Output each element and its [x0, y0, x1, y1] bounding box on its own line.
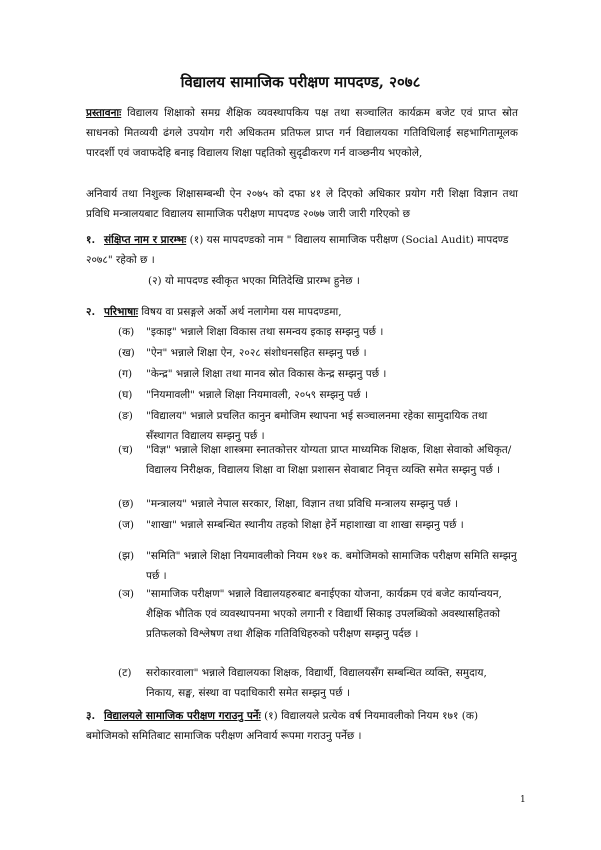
- item-text: "शाखा" भन्नाले सम्बन्धित स्थानीय तहको शिक्षा हेर्ने महाशाखा वा शाखा सम्झनु पर्छ ।: [146, 519, 464, 531]
- section-text: (१) विद्यालयले प्रत्येक वर्ष नियमावलीको नियम १७१ (क) बमोजिमको समितिबाट सामाजिक परीक्षण अनिवार्य रूपमा गराउनु पर्नेछ ।: [86, 710, 479, 742]
- definition-item: [118, 515, 518, 535]
- preamble-text: विद्यालय शिक्षाको समग्र शैक्षिक व्यवस्थापकिय पक्ष तथा सञ्चालित कार्यक्रम बजेट एवं प्राप्त स्रोत साधनको मितव्ययी ढंगले उपयोग गरी अधिकतम प्रतिफल प्राप्त गर्न विद्यालयका गतिविधिलाई सहभागितामूलक पारदर्शी एवं जवाफदेहि बनाइ विद्यालय शिक्षा पद्दतिको सुदृढीकरण गर्न वाञ्छनीय भएकोले,: [86, 107, 518, 159]
- definition-item: [118, 364, 518, 384]
- page-number: 1: [520, 795, 526, 805]
- item-text: "मन्त्रालय" भन्नाले नेपाल सरकार, शिक्षा, विज्ञान तथा प्रविधि मन्त्रालय सम्झनु पर्छ ।: [146, 498, 459, 510]
- item-text: "समिति" भन्नाले शिक्षा नियमावलीको नियम १७१ क. बमोजिमको सामाजिक परीक्षण समिति सम्झनु पर्छ ।: [146, 550, 517, 582]
- section-3: [86, 706, 518, 746]
- item-label: (घ): [118, 389, 133, 401]
- item-label: (ङ): [118, 410, 133, 422]
- definition-item: [118, 322, 518, 342]
- item-text: "विज्ञ" भन्नाले शिक्षा शास्त्रमा स्नातकोत्तर योग्यता प्राप्त माध्यमिक शिक्षक, शिक्षा सेवाको अधिकृत/विद्यालय निरीक्षक, विद्यालय शिक्षा वा शिक्षा प्रशासन सेवाबाट निवृत्त व्यक्ति समेत सम्झनु पर्छ ।: [146, 444, 512, 476]
- definition-item: [118, 440, 518, 480]
- item-label: (क): [118, 326, 135, 338]
- item-label: (झ): [118, 550, 135, 562]
- definition-item: [118, 663, 518, 703]
- section-number: १.: [86, 234, 96, 246]
- item-text: "नियमावली" भन्नाले शिक्षा नियमावली, २०५९ सम्झनु पर्छ ।: [146, 389, 368, 401]
- preamble-paragraph-2: अनिवार्य तथा निशुल्क शिक्षासम्बन्धी ऐन २०७५ को दफा ४१ ले दिएको अधिकार प्रयोग गरी शिक्षा विज्ञान तथा प्रविधि मन्त्रालयबाट विद्यालय सामाजिक परीक्षण मापदण्ड २०७७ जारी जारी गरिएको छ: [86, 188, 518, 220]
- section-number: ३.: [86, 710, 96, 722]
- section-heading: विद्यालयले सामाजिक परीक्षण गराउनु पर्नेः: [104, 710, 261, 722]
- section-intro: विषय वा प्रसङ्गले अर्को अर्थ नलागेमा यस मापदण्डमा,: [138, 306, 342, 318]
- preamble-label: प्रस्तावनाः: [86, 107, 122, 119]
- item-label: (ज): [118, 519, 134, 531]
- item-label: (ट): [118, 667, 132, 679]
- item-text: "केन्द्र" भन्नाले शिक्षा तथा मानव स्रोत विकास केन्द्र सम्झनु पर्छ ।: [146, 368, 387, 380]
- definition-item: [118, 343, 518, 363]
- section-1: [86, 230, 518, 270]
- item-label: (ग): [118, 368, 133, 380]
- item-label: (ञ): [118, 588, 134, 600]
- section-text: (१) यस मापदण्डको नाम " विद्यालय सामाजिक परीक्षण (Social Audit) मापदण्ड २०७८" रहेको छ ।: [86, 234, 509, 266]
- item-text: "विद्यालय" भन्नाले प्रचलित कानुन बमोजिम स्थापना भई सञ्चालनमा रहेका सामुदायिक तथा सँस्थागत विद्यालय सम्झनु पर्छ ।: [146, 410, 488, 442]
- section-1-subclause-2: (२) यो मापदण्ड स्वीकृत भएका मितिदेखि प्रारम्भ हुनेछ ।: [148, 275, 360, 287]
- item-label: (ख): [118, 347, 135, 359]
- definition-item: [118, 494, 518, 514]
- item-text: "सामाजिक परीक्षण" भन्नाले विद्यालयहरुबाट बनाईएका योजना, कार्यक्रम एवं बजेट कार्यान्वयन, शैक्षिक भौतिक एवं व्यवस्थापनमा भएको लगानी र विद्यार्थी सिकाइ उपलब्धिको अवस्थासहितको प्रतिफलको विश्लेषण तथा शैक्षिक गतिविधिहरुको परीक्षण सम्झनु पर्दछ ।: [146, 588, 502, 640]
- section-number: २.: [86, 306, 96, 318]
- definition-item: [118, 385, 518, 405]
- definition-item: [118, 584, 518, 644]
- definition-item: [118, 546, 518, 586]
- item-label: (च): [118, 444, 133, 456]
- item-text: "ऐन" भन्नाले शिक्षा ऐन, २०२८ संशोधनसहित सम्झनु पर्छ ।: [146, 347, 367, 359]
- preamble-paragraph: [86, 103, 518, 163]
- item-label: (छ): [118, 498, 134, 510]
- section-2: [86, 302, 518, 322]
- section-heading: संक्षिप्त नाम र प्रारम्भः: [104, 234, 187, 246]
- item-text: "इकाइ" भन्नाले शिक्षा विकास तथा समन्वय इकाइ सम्झनु पर्छ ।: [146, 326, 384, 338]
- document-title: विद्यालय सामाजिक परीक्षण मापदण्ड, २०७८: [180, 73, 421, 91]
- section-heading: परिभाषाः: [104, 306, 138, 318]
- item-text: सरोकारवाला" भन्नाले विद्यालयका शिक्षक, विद्यार्थी, विद्यालयसँग सम्बन्धित व्यक्ति, समुदाय, निकाय, सङ्घ, संस्था वा पदाधिकारी समेत सम्झनु पर्छ ।: [146, 667, 487, 699]
